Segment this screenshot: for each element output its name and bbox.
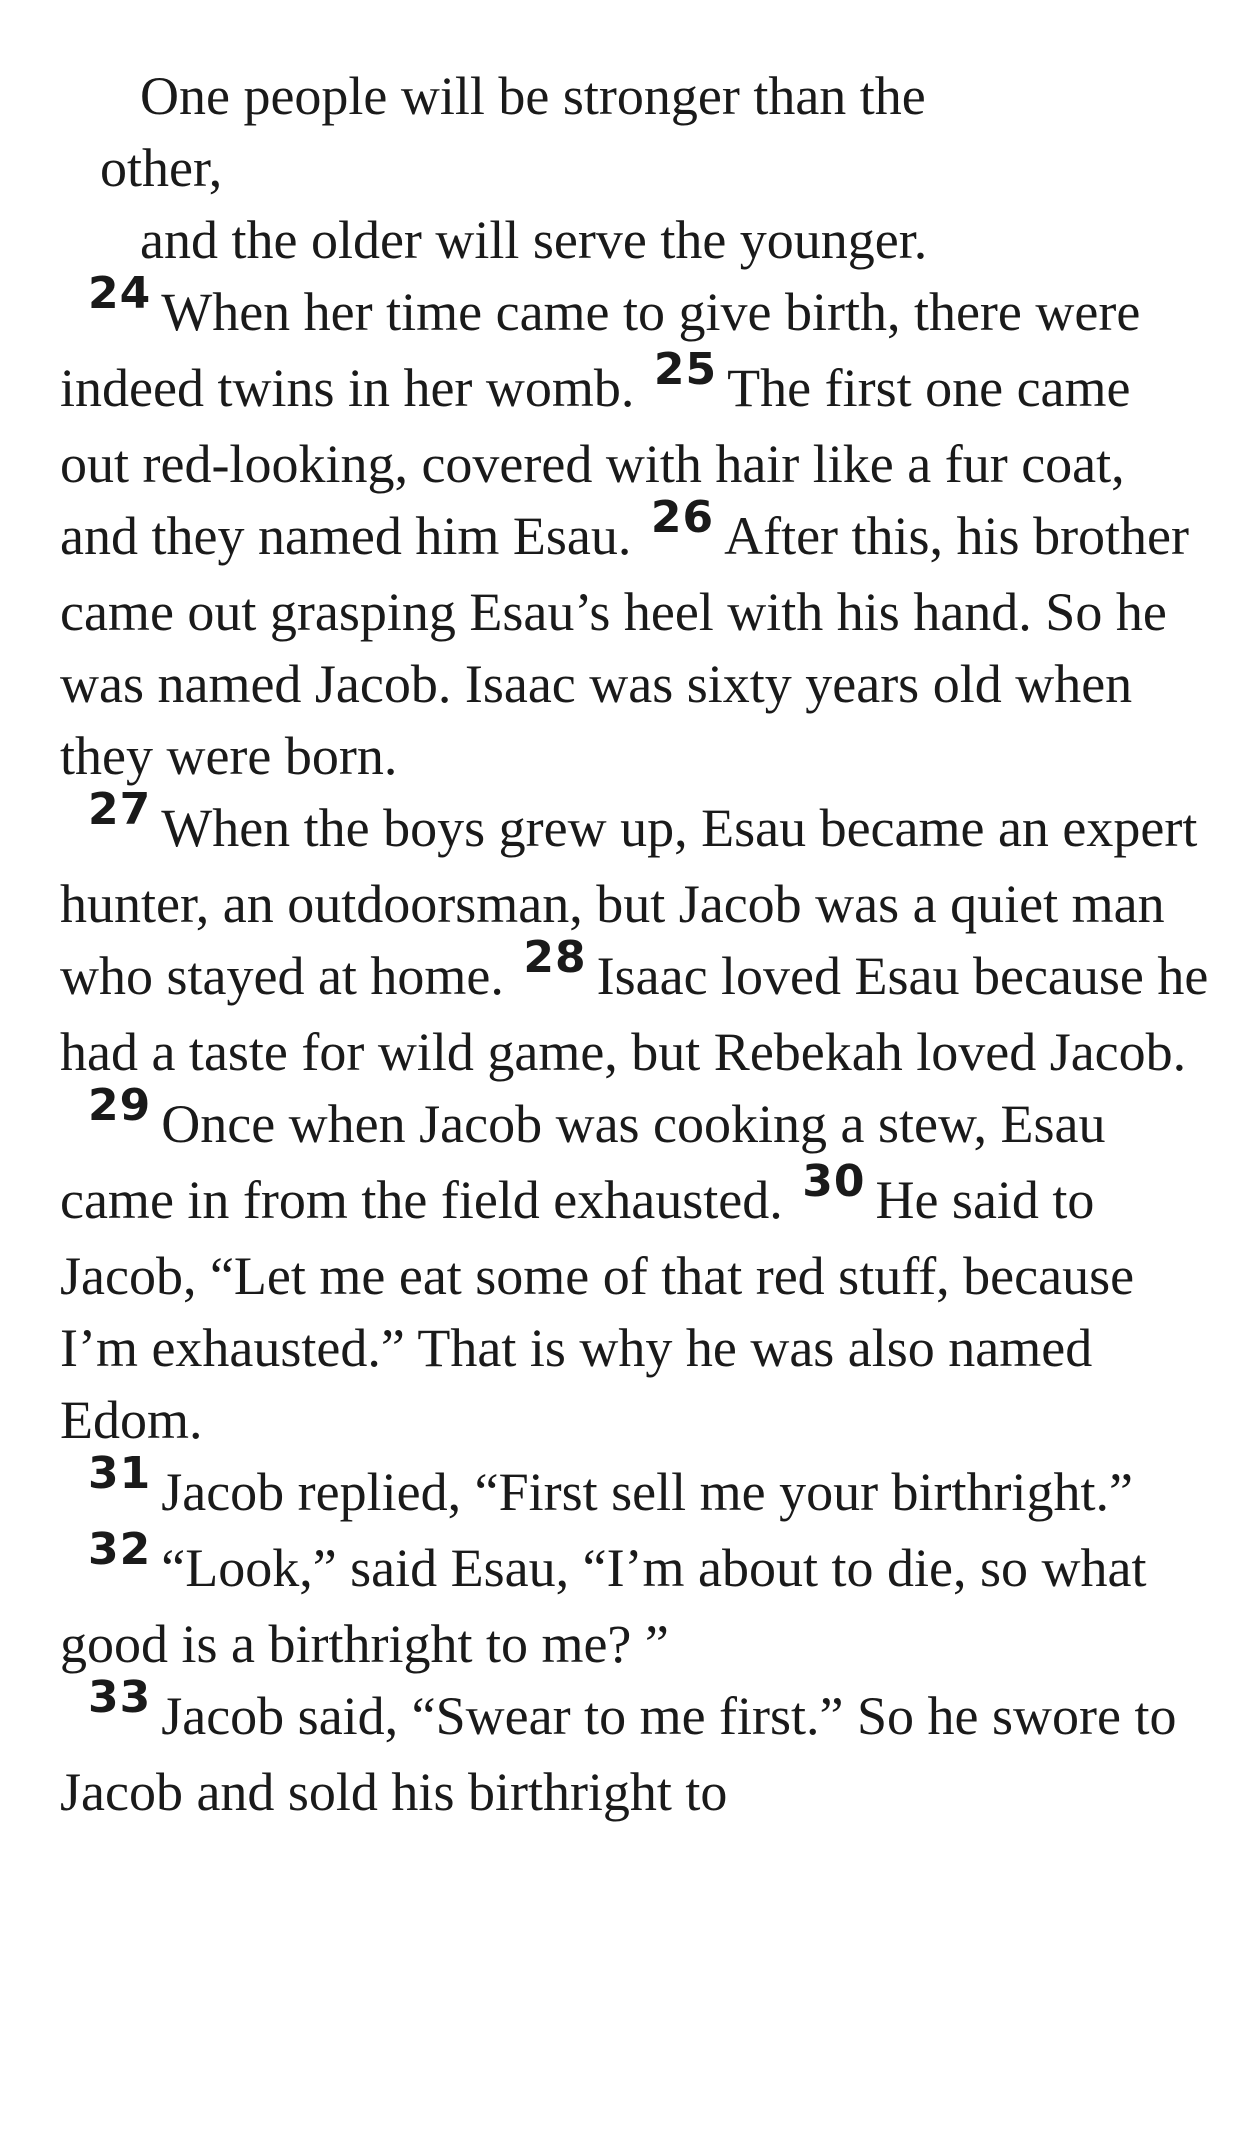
verse-number[interactable]: 33: [88, 1672, 152, 1723]
verse-number[interactable]: 30: [802, 1156, 866, 1207]
verse-paragraph: [60, 784, 1210, 1088]
poetry-line: [60, 60, 1210, 132]
verse-text: When the boys grew up, Esau became an expert hunter, an outdoorsman, but Jacob was a quiet man who stayed at home.: [60, 798, 1198, 1006]
verse-text: He said to Jacob, “Let me eat some of that red stuff, because I’m exhausted.” That is why he was also named Edom.: [60, 1170, 1135, 1450]
verse-paragraph: [60, 1080, 1210, 1456]
verse-number[interactable]: 31: [88, 1448, 152, 1499]
verse-number[interactable]: 28: [523, 932, 587, 983]
poetry-line: [60, 204, 1210, 276]
verse-text: Isaac loved Esau because he had a taste for wild game, but Rebekah loved Jacob.: [60, 946, 1209, 1082]
verse-text: The first one came out red-looking, covered with hair like a fur coat, and they named him Esau.: [60, 358, 1131, 566]
verse-paragraph: [60, 1672, 1210, 1828]
verse-number[interactable]: 27: [88, 784, 152, 835]
poetry-line-text: One people will be stronger than the: [140, 66, 926, 126]
poetry-line-text: and the older will serve the younger.: [140, 210, 928, 270]
verse-number[interactable]: 29: [88, 1080, 152, 1131]
verse-paragraph: [60, 268, 1210, 792]
poetry-line-text: other,: [100, 138, 223, 198]
verse-text: When her time came to give birth, there were indeed twins in her womb.: [60, 282, 1141, 418]
verse-paragraph: [60, 1448, 1210, 1532]
poetry-block: [60, 60, 1210, 276]
poetry-line-continuation: [60, 132, 1210, 204]
reading-page: [60, 60, 1210, 1828]
verse-text: After this, his brother came out grasping Esau’s heel with his hand. So he was named Jacob. Isaac was sixty years old when they were born.: [60, 506, 1189, 786]
verse-paragraph: [60, 1524, 1210, 1680]
verse-number[interactable]: 25: [653, 344, 718, 395]
verse-text: Jacob replied, “First sell me your birthright.”: [161, 1462, 1133, 1522]
verse-number[interactable]: 26: [650, 492, 715, 543]
verse-number[interactable]: 32: [88, 1524, 152, 1575]
verse-text: Once when Jacob was cooking a stew, Esau came in from the field exhausted.: [60, 1094, 1106, 1230]
verse-text: Jacob said, “Swear to me first.” So he swore to Jacob and sold his birthright to: [60, 1686, 1177, 1822]
verse-number[interactable]: 24: [88, 268, 152, 319]
verse-text: “Look,” said Esau, “I’m about to die, so what good is a birthright to me? ”: [60, 1538, 1147, 1674]
